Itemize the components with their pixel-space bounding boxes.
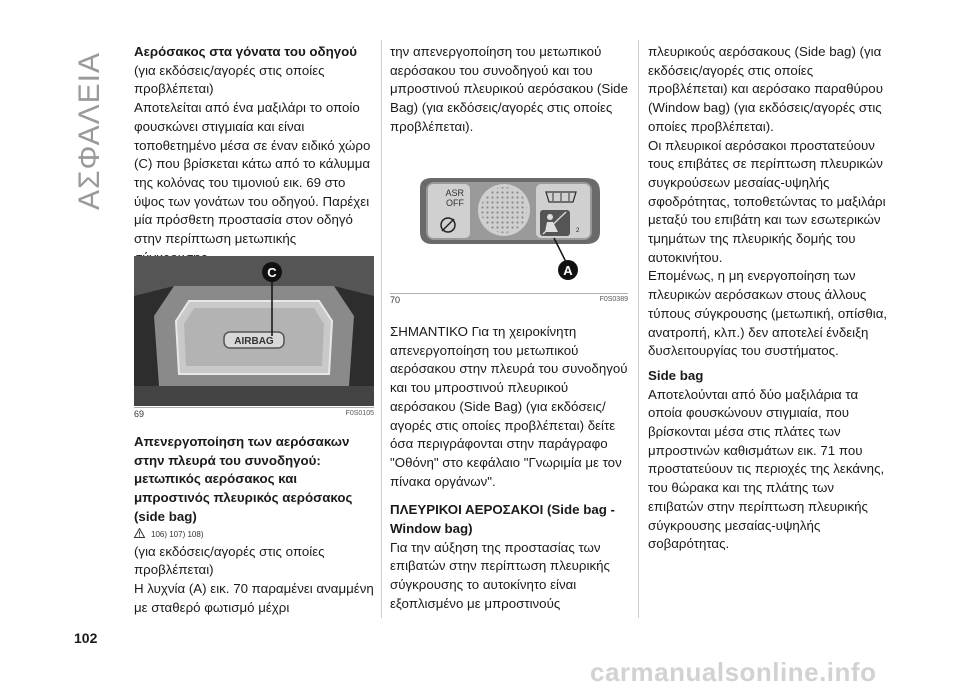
watermark: carmanualsonline.info xyxy=(590,657,877,687)
figure-underline xyxy=(390,293,628,294)
paragraph: Η λυχνία (A) εικ. 70 παραμένει αναμμένη με σταθερό φωτισμό μέχρι xyxy=(134,580,374,615)
figure-70-switch-panel xyxy=(390,170,628,292)
paragraph-important: ΣΗΜΑΝΤΙΚΟ Για τη χειροκίνητη απενεργοποίηση του μετωπικού αερόσακου στην πλευρά του συνοδηγού και του μπροστινού πλευρικού αερόσακου (Side Bag) (για εκδόσεις/αγορές στις οποίες προβλέπεται) δείτε όσα περιγράφονται στην παράγραφο "Οθόνη" στο κεφάλαιο "Γνωριμία με τον πίνακα οργάνων". xyxy=(390,324,628,489)
off-label: OFF xyxy=(446,198,464,208)
figure-70-caption xyxy=(390,295,628,305)
warning-refs: 106) 107) 108) xyxy=(134,528,374,541)
marker-c: C xyxy=(267,265,277,280)
heading-knee-airbag: Αερόσακος στα γόνατα του οδηγού xyxy=(134,44,357,59)
page-number: 102 xyxy=(74,630,98,646)
svg-text:2: 2 xyxy=(576,228,580,234)
airbag-label: AIRBAG xyxy=(234,336,274,347)
paragraph: πλευρικούς αερόσακους (Side bag) (για εκδόσεις/αγορές στις οποίες προβλέπεται) και αερόσακο παραθύρου (Window bag) (για εκδόσεις/αγορές στις οποίες προβλέπεται). xyxy=(648,44,883,134)
column-2-lower xyxy=(390,323,628,614)
paragraph: την απενεργοποίηση του μετωπικού αερόσακου του συνοδηγού και του μπροστινού πλευρικού αερόσακου (Side Bag) (για εκδόσεις/αγορές στις οποίες προβλέπεται). xyxy=(390,44,628,134)
column-divider-2 xyxy=(638,40,639,618)
knee-airbag-illustration xyxy=(134,256,374,406)
column-2 xyxy=(390,43,628,137)
figure-number: 70 xyxy=(390,295,401,305)
asr-label: ASR xyxy=(445,188,464,198)
heading-deactivation: Απενεργοποίηση των αερόσακων στην πλευρά του συνοδηγού: μετωπικός αερόσακος και μπροστινός πλευρικός αερόσακος (side bag) xyxy=(134,434,353,524)
heading-side-bag: Side bag xyxy=(648,367,704,383)
column-1 xyxy=(134,43,374,267)
paragraph: Αποτελούνται από δύο μαξιλάρια τα οποία φουσκώνουν στιγμιαία, που βρίσκονται μέσα στις πλάτες των μπροστινών καθισμάτων εικ. 71 που προστατεύουν τις περιοχές της λεκάνης, του θώρακα και της πλάτης των επιβατών στην περίπτωση πλευρικής σύγκρουσης μεσαίας-υψηλής σοβαρότητας. xyxy=(648,386,885,552)
paragraph: Οι πλευρικοί αερόσακοι προστατεύουν τους επιβάτες σε περίπτωση πλευρικών συγκρούσεων μεσαίας-υψηλής σφοδρότητας, τοποθετώντας το μαξιλάρι μεταξύ του επιβάτη και των εσωτερικών τμημάτων της πλευρικής δομής του αυτοκινήτου. xyxy=(648,137,886,265)
figure-number: 69 xyxy=(134,409,145,419)
paragraph: Αποτελείται από ένα μαξιλάρι το οποίο φουσκώνει στιγμιαία και είναι τοποθετημένο μέσα σε έναν ειδικό χώρο (C) που βρίσκεται κάτω από το κάλυμμα της κολόνας του τιμονιού εικ. 69 στο ύψος των γονάτων του οδηγού. Παρέχει μία πρόσθετη προστασία στον οδηγό στην περίπτωση μετωπικής xyxy=(134,100,371,247)
warning-icon xyxy=(134,528,145,538)
paragraph: Επομένως, η μη ενεργοποίηση των πλευρικών αερόσακων στους άλλους τύπους σύγκρουσης (μετωπική, οπίσθια, ανατροπή, κλπ.) δεν αποτελεί ένδειξη δυσλειτουργίας του συστήματος. xyxy=(648,268,888,359)
figure-69-caption xyxy=(134,409,374,419)
switch-panel-illustration xyxy=(390,170,628,292)
marker-a: A xyxy=(563,263,573,278)
heading-side-airbags: ΠΛΕΥΡΙΚΟΙ ΑΕΡΟΣΑΚΟΙ (Side bag - Window bag) xyxy=(390,502,615,537)
paragraph: Για την αύξηση της προστασίας των επιβατών στην περίπτωση πλευρικής σύγκρουσης το αυτοκίνητο είναι εξοπλισμένο με μπροστινούς xyxy=(390,539,610,611)
chapter-title: ΑΣΦΑΛΕΙΑ xyxy=(73,51,106,210)
figure-code: F0S0389 xyxy=(599,296,628,303)
figure-underline xyxy=(134,407,374,408)
column-3 xyxy=(648,43,888,554)
figure-code: F0S0105 xyxy=(345,410,374,417)
column-divider-1 xyxy=(381,40,382,618)
figure-69-knee-airbag xyxy=(134,256,374,406)
paragraph: (για εκδόσεις/αγορές στις οποίες προβλέπεται) xyxy=(134,543,325,578)
column-1-lower xyxy=(134,433,374,617)
paragraph: (για εκδόσεις/αγορές στις οποίες προβλέπεται) xyxy=(134,62,325,97)
